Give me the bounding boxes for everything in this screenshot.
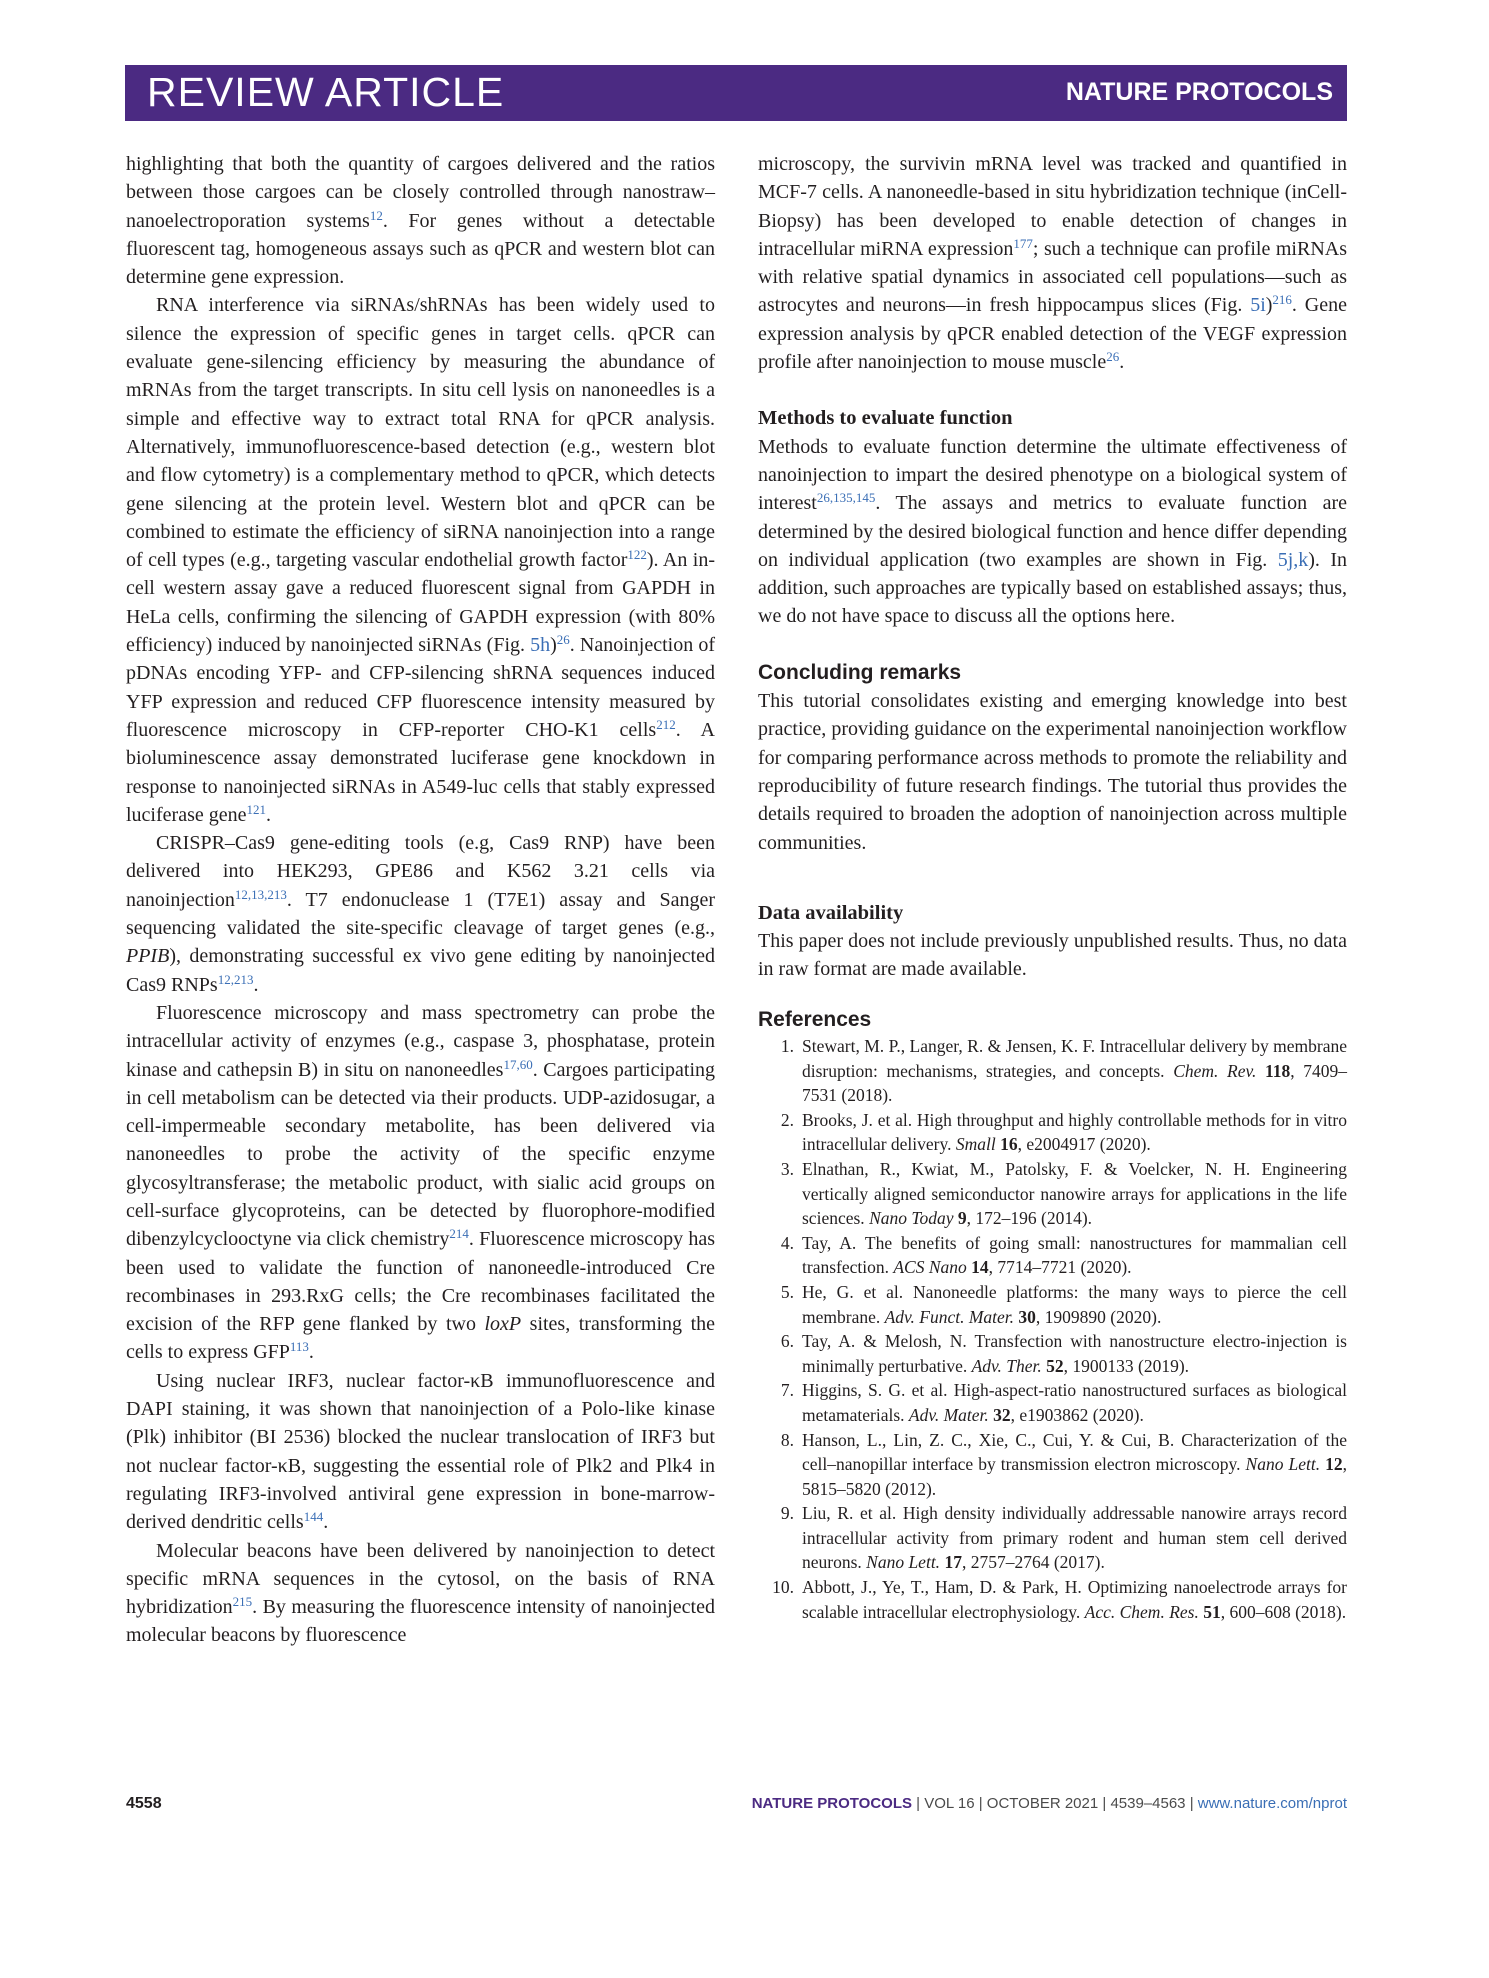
reference-item: 3. Elnathan, R., Kwiat, M., Patolsky, F. & Voelcker, N. H. Engineering vertically aligned semiconductor nanowire arrays for applications in the life sciences. Nano Today 9, 172–196 (2014).: [780, 1158, 1347, 1229]
footer-journal: NATURE PROTOCOLS: [751, 1795, 912, 1812]
paragraph: Methods to evaluate function determine the ultimate effectiveness of nanoinjection to impart the desired phenotype on a biological system of interest$^{26,135,145}$. The assays and metrics to evaluate function are determined by the desired biological function and hence differ depending on individual application (two examples are shown in Fig. 5j,k). In addition, such approaches are typically based on established assays; thus, we do not have space to discuss all the options here.: [758, 435, 1347, 628]
paragraph: highlighting that both the quantity of cargoes delivered and the ratios between those cargoes can be closely controlled through nanostraw–nanoelectroporation systems$^{12}$. For genes without a detectable fluorescent tag, homogeneous assays such as qPCR and western blot can determine gene expression.: [126, 153, 715, 289]
citation-link[interactable]: 144: [303, 1509, 324, 1525]
figure-link[interactable]: 5i: [1250, 294, 1266, 317]
reference-item: 2. Brooks, J. et al. High throughput and highly controllable methods for in vitro intracellular delivery. Small 16, e2004917 (2020).: [780, 1109, 1347, 1155]
paragraph: microscopy, the survivin mRNA level was tracked and quantified in MCF-7 cells. A nanoneedle-based in situ hybridization technique (inCell-Biopsy) has been developed to enable detection of changes in intracellular miRNA expression$^{177}$; such a technique can profile miRNAs with relative spatial dynamics in associated cell populations—such as astrocytes and neurons—in fresh hippocampus slices (Fig. 5i)$^{216}$. Gene expression analysis by qPCR enabled detection of the VEGF expression profile after nanoinjection to mouse muscle$^{26}$.: [758, 153, 1347, 374]
reference-list: [758, 1034, 1347, 1624]
journal-name: NATURE PROTOCOLS: [1065, 78, 1333, 106]
page-number: 4558: [126, 1795, 162, 1812]
citation-link[interactable]: 26,135,145: [816, 490, 876, 506]
section-heading: Methods to evaluate function: [758, 407, 1013, 430]
citation-link[interactable]: 17,60: [503, 1056, 533, 1072]
citation-link[interactable]: 12,213: [217, 971, 254, 987]
paragraph: Using nuclear IRF3, nuclear factor-κB immunofluorescence and DAPI staining, it was shown that nanoinjection of a Polo-like kinase (Plk) inhibitor (BI 2536) blocked the nuclear translocation of IRF3 but not nuclear factor-κB, suggesting the essential role of Plk2 and Plk4 in regulating IRF3-involved antiviral gene expression in bone-marrow-derived dendritic cells$^{144}$.: [126, 1369, 715, 1534]
right-column: [758, 150, 1347, 1624]
citation-link[interactable]: 113: [289, 1339, 309, 1355]
reference-item: 10. Abbott, J., Ye, T., Ham, D. & Park, H. Optimizing nanoelectrode arrays for scalable intracellular electrophysiology. Acc. Chem. Res. 51, 600–608 (2018).: [772, 1577, 1347, 1622]
paragraph: Fluorescence microscopy and mass spectrometry can probe the intracellular activity of enzymes (e.g., caspase 3, phosphatase, protein kinase and cathepsin B) in situ on nanoneedles$^{17,60}$. Cargoes participating in cell metabolism can be detected via their products. UDP-azidosugar, a cell-impermeable secondary metabolite, has been delivered via nanoneedles to probe the activity of the specific enzyme glycosyltransferase; the metabolic product, with sialic acid groups on cell-surface glycoproteins, can be detected by fluorophore-modified dibenzylcyclooctyne via click chemistry$^{214}$. Fluorescence microscopy has been used to validate the function of nanoneedle-introduced Cre recombinases in 293.RxG cells; the Cre recombinases facilitated the excision of the RFP gene flanked by two loxP sites, transforming the cells to express GFP$^{113}$.: [126, 1001, 716, 1364]
paragraph: This paper does not include previously unpublished results. Thus, no data in raw format are made available.: [758, 930, 1347, 981]
citation-link[interactable]: 26: [556, 632, 570, 648]
figure-link[interactable]: 5h: [530, 634, 551, 657]
section-heading: Concluding remarks: [758, 660, 962, 684]
footer-citation: [752, 1795, 1347, 1812]
footer-details: | VOL 16 | OCTOBER 2021 | 4539–4563 |: [912, 1795, 1198, 1812]
reference-item: 8. Hanson, L., Lin, Z. C., Xie, C., Cui, Y. & Cui, B. Characterization of the cell–nanopillar interface by transmission electron microscopy. Nano Lett. 12, 5815–5820 (2012).: [780, 1429, 1348, 1499]
reference-item: 9. Liu, R. et al. High density individually addressable nanowire arrays record intracellular activity from primary rodent and human stem cell derived neurons. Nano Lett. 17, 2757–2764 (2017).: [780, 1503, 1347, 1573]
paragraph: CRISPR–Cas9 gene-editing tools (e.g, Cas9 RNP) have been delivered into HEK293, GPE86 and K562 3.21 cells via nanoinjection$^{12,13,213}$. T7 endonuclease 1 (T7E1) assay and Sanger sequencing validated the site-specific cleavage of target genes (e.g., PPIB), demonstrating successful ex vivo gene editing by nanoinjected Cas9 RNPs$^{12,213}$.: [126, 832, 715, 996]
figure-link[interactable]: 5j,k: [1277, 548, 1309, 571]
reference-item: 7. Higgins, S. G. et al. High-aspect-ratio nanostructured surfaces as biological metamaterials. Adv. Mater. 32, e1903862 (2020).: [780, 1380, 1347, 1425]
citation-link[interactable]: 177: [1013, 235, 1033, 251]
paragraph: RNA interference via siRNAs/shRNAs has been widely used to silence the expression of specific genes in target cells. qPCR can evaluate gene-silencing efficiency by measuring the abundance of mRNAs from the target transcripts. In situ cell lysis on nanoneedles is a simple and effective way to extract total RNA for qPCR analysis. Alternatively, immunofluorescence-based detection (e.g., western blot and flow cytometry) is a complementary method to qPCR, which detects gene silencing at the protein level. Western blot and qPCR can be combined to estimate the efficiency of siRNA nanoinjection into a range of cell types (e.g., targeting vascular endothelial growth factor$^{122}$). An in-cell western assay gave a reduced fluorescent signal from GAPDH in HeLa cells, confirming the silencing of GAPDH expression (with 80% efficiency) induced by nanoinjected siRNAs (Fig. 5h)$^{26}$. Nanoinjection of pDNAs encoding YFP- and CFP-silencing shRNA sequences induced YFP expression and reduced CFP fluorescence intensity measured by fluorescence microscopy in CFP-reporter CHO-K1 cells$^{212}$. A bioluminescence assay demonstrated luciferase gene knockdown in response to nanoinjected siRNAs in A549-luc cells that stably expressed luciferase gene$^{121}$.: [126, 294, 715, 826]
reference-item: 5. He, G. et al. Nanoneedle platforms: the many ways to pierce the cell membrane. Adv. Funct. Mater. 30, 1909890 (2020).: [780, 1281, 1347, 1327]
section-label: REVIEW ARTICLE: [147, 69, 505, 115]
reference-item: 4. Tay, A. The benefits of going small: nanostructures for mammalian cell transfection. ACS Nano 14, 7714–7721 (2020).: [780, 1232, 1347, 1278]
references-heading: References: [758, 1007, 872, 1031]
section-heading: Data availability: [758, 901, 904, 924]
citation-link[interactable]: 121: [246, 801, 266, 817]
paragraph: This tutorial consolidates existing and emerging knowledge into best practice, providing guidance on the experimental nanoinjection workflow for comparing performance across methods to promote the reliability and reproducibility of future research findings. The tutorial thus provides the details required to broaden the adoption of nanoinjection across multiple communities.: [758, 690, 1347, 854]
citation-link[interactable]: 214: [449, 1226, 469, 1242]
header-banner: [125, 65, 1347, 121]
citation-link[interactable]: 212: [656, 716, 676, 732]
citation-link[interactable]: 215: [232, 1594, 253, 1610]
citation-link[interactable]: 12: [369, 207, 383, 223]
paragraph: Molecular beacons have been delivered by nanoinjection to detect specific mRNA sequences in the cytosol, on the basis of RNA hybridization$^{215}$. By measuring the fluorescence intensity of nanoinjected molecular beacons by fluorescence: [126, 1539, 715, 1647]
reference-item: 1. Stewart, M. P., Langer, R. & Jensen, K. F. Intracellular delivery by membrane disruption: mechanisms, strategies, and concepts. Chem. Rev. 118, 7409–7531 (2018).: [780, 1036, 1347, 1106]
left-column: [126, 150, 715, 1650]
journal-url-link[interactable]: www.nature.com/nprot: [1197, 1795, 1347, 1812]
citation-link[interactable]: 216: [1272, 292, 1292, 308]
reference-item: 6. Tay, A. & Melosh, N. Transfection with nanostructure electro-injection is minimally perturbative. Adv. Ther. 52, 1900133 (2019).: [780, 1331, 1347, 1376]
citation-link[interactable]: 12,13,213: [234, 886, 287, 902]
citation-link[interactable]: 26: [1106, 349, 1120, 365]
citation-link[interactable]: 122: [627, 547, 647, 563]
